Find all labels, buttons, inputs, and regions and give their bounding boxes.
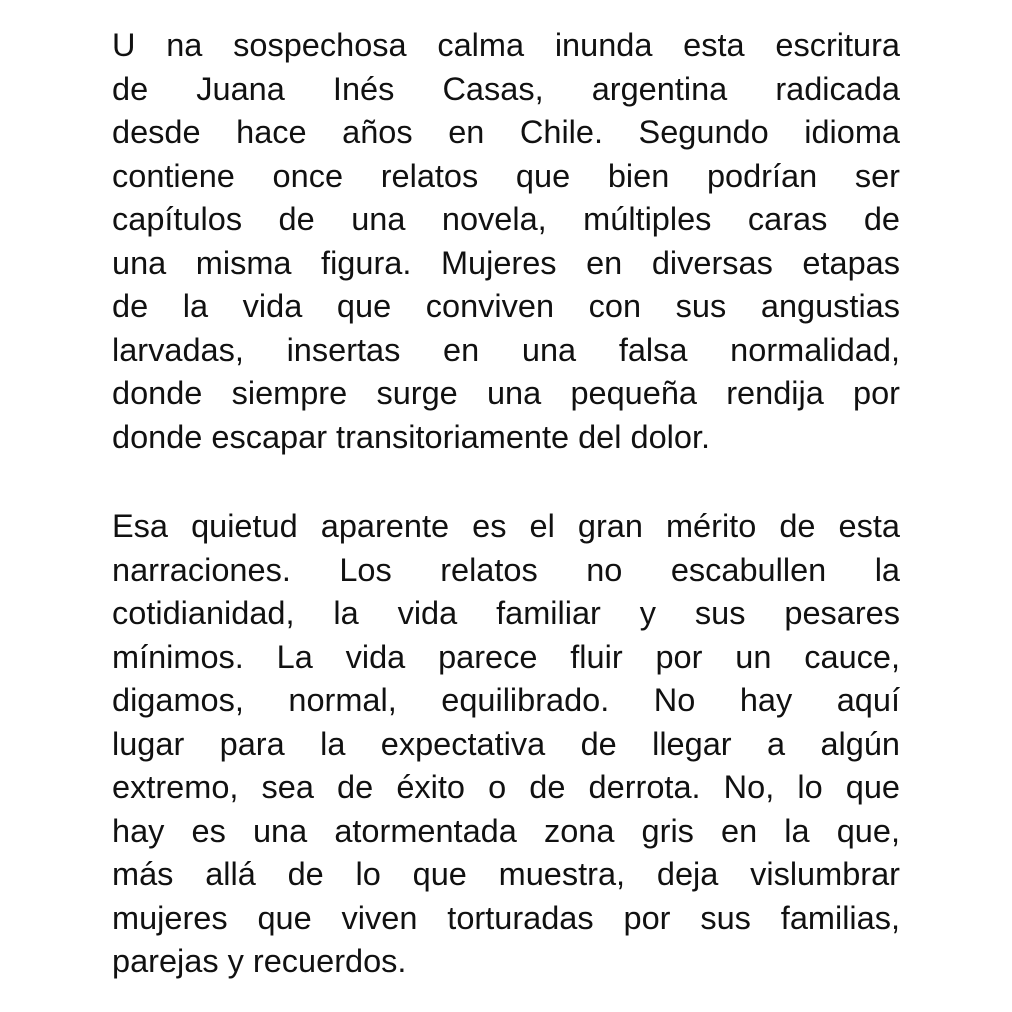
paragraph-2-line: narraciones. Los relatos no escabullen la [112, 551, 900, 588]
paragraph-1-line: contiene once relatos que bien podrían ser [112, 157, 900, 194]
paragraph-1-line: U na sospechosa calma inunda esta escritura [112, 27, 900, 63]
paragraph-2-line: parejas y recuerdos. [112, 943, 407, 979]
paragraph-1-line: de la vida que conviven con sus angustias [112, 288, 900, 324]
paragraph-1 [112, 24, 900, 459]
paragraph-2-line: hay es una atormentada zona gris en la que, [112, 812, 900, 849]
paragraph-2-line: mínimos. La vida parece fluir por un cauce, [112, 638, 900, 675]
paragraph-1-line: una misma figura. Mujeres en diversas etapas [112, 244, 900, 281]
paragraph-1-line: desde hace años en Chile. Segundo idioma [112, 114, 900, 150]
paragraph-1-line: donde siempre surge una pequeña rendija por [112, 375, 900, 411]
paragraph-2-line: Esa quietud aparente es el gran mérito de esta [112, 508, 900, 544]
paragraph-1-line: de Juana Inés Casas, argentina radicada [112, 70, 900, 107]
paragraph-2-line: lugar para la expectativa de llegar a algún [112, 725, 900, 762]
paragraph-2-line: digamos, normal, equilibrado. No hay aquí [112, 682, 900, 718]
paragraph-2-line: mujeres que viven torturadas por sus familias, [112, 899, 900, 936]
paragraph-1-line: donde escapar transitoriamente del dolor. [112, 418, 711, 455]
paragraph-2 [112, 505, 900, 984]
paragraph-2-line: extremo, sea de éxito o de derrota. No, lo que [112, 769, 900, 805]
paragraph-2-line: cotidianidad, la vida familiar y sus pesares [112, 595, 900, 631]
paragraph-2-line: más allá de lo que muestra, deja vislumbrar [112, 856, 900, 892]
paragraph-1-line: capítulos de una novela, múltiples caras de [112, 201, 900, 237]
paragraph-1-line: larvadas, insertas en una falsa normalidad, [112, 331, 900, 368]
